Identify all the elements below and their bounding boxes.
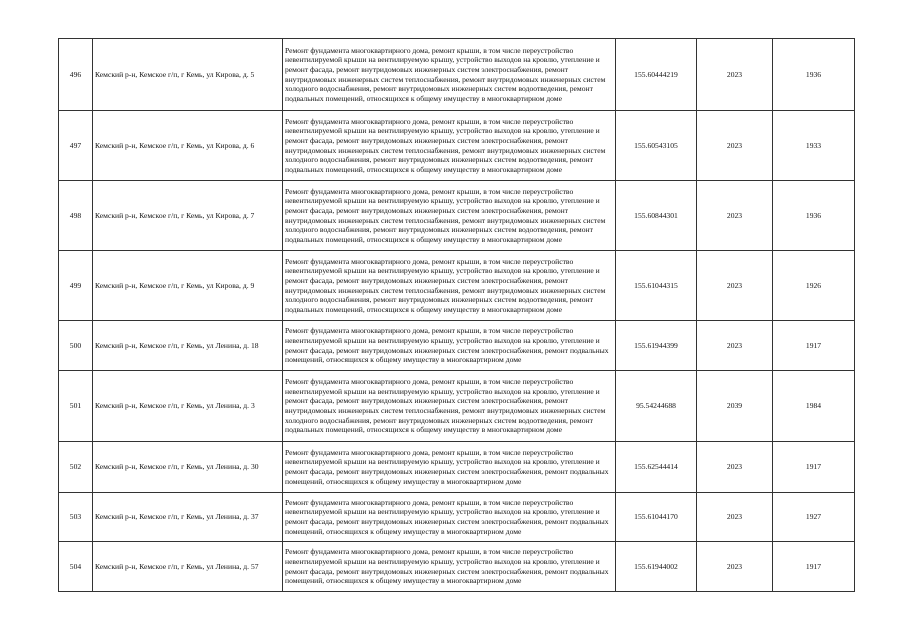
plan-year-cell: 2023 bbox=[697, 321, 773, 371]
cost-cell: 155.60844301 bbox=[616, 181, 697, 251]
table-row bbox=[59, 542, 855, 592]
works-cell: Ремонт фундамента многоквартирного дома, ремонт крыши, в том числе переустройство невентилируемой крыши на вентилируемую крышу, устройство выходов на кровлю, утепление и ремонт фасада, ремонт внутридомовых инженерных систем электроснабжения, ремонт внутридомовых инженерных систем теплоснабжения, ремонт внутридомовых инженерных систем холодного водоснабжения, ремонт внутридомовых инженерных систем водоотведения, ремонт подвальных помещений, относящихся к общему имуществу в многоквартирном доме bbox=[283, 111, 616, 181]
row-number: 496 bbox=[59, 39, 93, 111]
address-cell: Кемский р-н, Кемское г/п, г Кемь, ул Кирова, д. 5 bbox=[93, 39, 283, 111]
build-year-cell: 1926 bbox=[773, 251, 855, 321]
build-year-cell: 1933 bbox=[773, 111, 855, 181]
cost-cell: 155.61044170 bbox=[616, 493, 697, 542]
works-cell: Ремонт фундамента многоквартирного дома, ремонт крыши, в том числе переустройство невентилируемой крыши на вентилируемую крышу, устройство выходов на кровлю, утепление и ремонт фасада, ремонт внутридомовых инженерных систем электроснабжения, ремонт подвальных помещений, относящихся к общему имуществу в многоквартирном доме bbox=[283, 493, 616, 542]
address-cell: Кемский р-н, Кемское г/п, г Кемь, ул Ленина, д. 37 bbox=[93, 493, 283, 542]
build-year-cell: 1936 bbox=[773, 181, 855, 251]
address-cell: Кемский р-н, Кемское г/п, г Кемь, ул Ленина, д. 18 bbox=[93, 321, 283, 371]
table-row bbox=[59, 39, 855, 111]
address-cell: Кемский р-н, Кемское г/п, г Кемь, ул Кирова, д. 9 bbox=[93, 251, 283, 321]
row-number: 503 bbox=[59, 493, 93, 542]
table-row bbox=[59, 181, 855, 251]
table-row bbox=[59, 493, 855, 542]
address-cell: Кемский р-н, Кемское г/п, г Кемь, ул Ленина, д. 57 bbox=[93, 542, 283, 592]
plan-year-cell: 2023 bbox=[697, 111, 773, 181]
build-year-cell: 1984 bbox=[773, 371, 855, 442]
cost-cell: 155.62544414 bbox=[616, 442, 697, 493]
cost-cell: 155.61944002 bbox=[616, 542, 697, 592]
works-cell: Ремонт фундамента многоквартирного дома, ремонт крыши, в том числе переустройство невентилируемой крыши на вентилируемую крышу, устройство выходов на кровлю, утепление и ремонт фасада, ремонт внутридомовых инженерных систем электроснабжения, ремонт подвальных помещений, относящихся к общему имуществу в многоквартирном доме bbox=[283, 321, 616, 371]
works-cell: Ремонт фундамента многоквартирного дома, ремонт крыши, в том числе переустройство невентилируемой крыши на вентилируемую крышу, устройство выходов на кровлю, утепление и ремонт фасада, ремонт внутридомовых инженерных систем электроснабжения, ремонт внутридомовых инженерных систем теплоснабжения, ремонт внутридомовых инженерных систем холодного водоснабжения, ремонт внутридомовых инженерных систем водоотведения, ремонт подвальных помещений, относящихся к общему имуществу в многоквартирном доме bbox=[283, 251, 616, 321]
table-row bbox=[59, 111, 855, 181]
cost-cell: 155.60444219 bbox=[616, 39, 697, 111]
plan-year-cell: 2023 bbox=[697, 542, 773, 592]
build-year-cell: 1936 bbox=[773, 39, 855, 111]
table-row bbox=[59, 251, 855, 321]
plan-year-cell: 2023 bbox=[697, 442, 773, 493]
address-cell: Кемский р-н, Кемское г/п, г Кемь, ул Кирова, д. 6 bbox=[93, 111, 283, 181]
table-row bbox=[59, 371, 855, 442]
table-row bbox=[59, 442, 855, 493]
cost-cell: 95.54244688 bbox=[616, 371, 697, 442]
build-year-cell: 1917 bbox=[773, 442, 855, 493]
row-number: 499 bbox=[59, 251, 93, 321]
table-row bbox=[59, 321, 855, 371]
plan-year-cell: 2023 bbox=[697, 251, 773, 321]
build-year-cell: 1927 bbox=[773, 493, 855, 542]
cost-cell: 155.61944399 bbox=[616, 321, 697, 371]
address-cell: Кемский р-н, Кемское г/п, г Кемь, ул Ленина, д. 3 bbox=[93, 371, 283, 442]
works-cell: Ремонт фундамента многоквартирного дома, ремонт крыши, в том числе переустройство невентилируемой крыши на вентилируемую крышу, устройство выходов на кровлю, утепление и ремонт фасада, ремонт внутридомовых инженерных систем электроснабжения, ремонт подвальных помещений, относящихся к общему имуществу в многоквартирном доме bbox=[283, 542, 616, 592]
row-number: 502 bbox=[59, 442, 93, 493]
cost-cell: 155.60543105 bbox=[616, 111, 697, 181]
build-year-cell: 1917 bbox=[773, 321, 855, 371]
repair-register-table bbox=[58, 38, 855, 592]
row-number: 500 bbox=[59, 321, 93, 371]
address-cell: Кемский р-н, Кемское г/п, г Кемь, ул Кирова, д. 7 bbox=[93, 181, 283, 251]
works-cell: Ремонт фундамента многоквартирного дома, ремонт крыши, в том числе переустройство невентилируемой крыши на вентилируемую крышу, устройство выходов на кровлю, утепление и ремонт фасада, ремонт внутридомовых инженерных систем электроснабжения, ремонт подвальных помещений, относящихся к общему имуществу в многоквартирном доме bbox=[283, 442, 616, 493]
row-number: 498 bbox=[59, 181, 93, 251]
works-cell: Ремонт фундамента многоквартирного дома, ремонт крыши, в том числе переустройство невентилируемой крыши на вентилируемую крышу, устройство выходов на кровлю, утепление и ремонт фасада, ремонт внутридомовых инженерных систем электроснабжения, ремонт внутридомовых инженерных систем теплоснабжения, ремонт внутридомовых инженерных систем холодного водоснабжения, ремонт внутридомовых инженерных систем водоотведения, ремонт подвальных помещений, относящихся к общему имуществу в многоквартирном доме bbox=[283, 371, 616, 442]
row-number: 504 bbox=[59, 542, 93, 592]
address-cell: Кемский р-н, Кемское г/п, г Кемь, ул Ленина, д. 30 bbox=[93, 442, 283, 493]
cost-cell: 155.61044315 bbox=[616, 251, 697, 321]
row-number: 501 bbox=[59, 371, 93, 442]
plan-year-cell: 2023 bbox=[697, 493, 773, 542]
row-number: 497 bbox=[59, 111, 93, 181]
works-cell: Ремонт фундамента многоквартирного дома, ремонт крыши, в том числе переустройство невентилируемой крыши на вентилируемую крышу, устройство выходов на кровлю, утепление и ремонт фасада, ремонт внутридомовых инженерных систем электроснабжения, ремонт внутридомовых инженерных систем теплоснабжения, ремонт внутридомовых инженерных систем холодного водоснабжения, ремонт внутридомовых инженерных систем водоотведения, ремонт подвальных помещений, относящихся к общему имуществу в многоквартирном доме bbox=[283, 39, 616, 111]
plan-year-cell: 2023 bbox=[697, 39, 773, 111]
build-year-cell: 1917 bbox=[773, 542, 855, 592]
plan-year-cell: 2023 bbox=[697, 181, 773, 251]
works-cell: Ремонт фундамента многоквартирного дома, ремонт крыши, в том числе переустройство невентилируемой крыши на вентилируемую крышу, устройство выходов на кровлю, утепление и ремонт фасада, ремонт внутридомовых инженерных систем электроснабжения, ремонт внутридомовых инженерных систем теплоснабжения, ремонт внутридомовых инженерных систем холодного водоснабжения, ремонт внутридомовых инженерных систем водоотведения, ремонт подвальных помещений, относящихся к общему имуществу в многоквартирном доме bbox=[283, 181, 616, 251]
plan-year-cell: 2039 bbox=[697, 371, 773, 442]
